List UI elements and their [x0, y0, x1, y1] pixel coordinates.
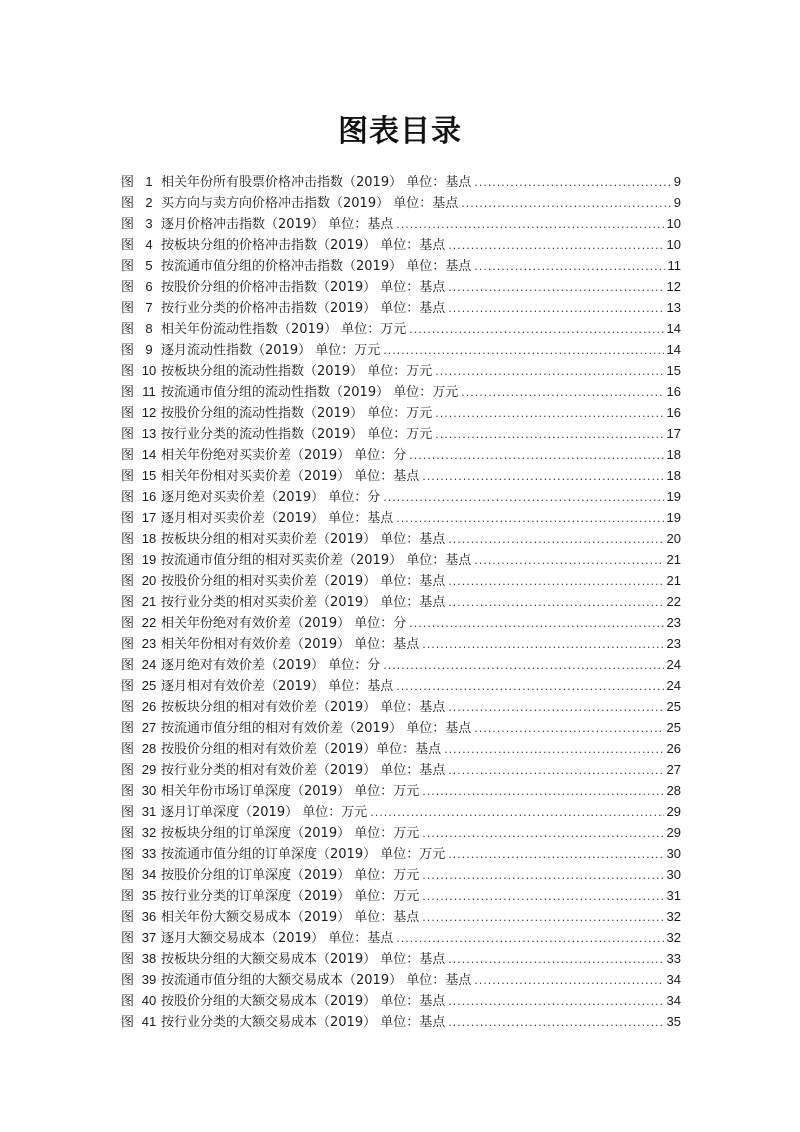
- dot-leader: [448, 298, 663, 319]
- figure-number: 35: [141, 888, 157, 903]
- toc-entry[interactable]: [121, 507, 681, 528]
- figure-label: 图: [121, 658, 135, 673]
- toc-entry[interactable]: [121, 843, 681, 864]
- dot-leader: [383, 487, 663, 508]
- figure-label: 图: [121, 721, 135, 736]
- dot-leader: [448, 592, 663, 613]
- dot-leader: [448, 844, 663, 865]
- figure-label: 图: [121, 784, 135, 799]
- figure-title: 相关年份大额交易成本（2019） 单位：基点: [161, 910, 420, 925]
- figure-number: 22: [141, 615, 157, 630]
- figure-label: 图: [121, 700, 135, 715]
- figure-number: 32: [141, 825, 157, 840]
- page-number: 29: [666, 825, 681, 840]
- figure-number: 1: [145, 174, 153, 189]
- figure-title: 相关年份所有股票价格冲击指数（2019） 单位：基点: [161, 175, 472, 190]
- figure-table-of-contents: [121, 171, 681, 1032]
- dot-leader: [422, 865, 663, 886]
- dot-leader: [474, 172, 671, 193]
- figure-label: 图: [121, 595, 135, 610]
- figure-label: 图: [121, 238, 135, 253]
- toc-entry[interactable]: [121, 801, 681, 822]
- figure-number: 13: [141, 426, 157, 441]
- figure-title: 逐月相对买卖价差（2019） 单位：基点: [161, 511, 394, 526]
- figure-title: 按板块分组的大额交易成本（2019） 单位：基点: [161, 952, 446, 967]
- page-number: 10: [666, 216, 681, 231]
- dot-leader: [461, 193, 671, 214]
- figure-label: 图: [121, 952, 135, 967]
- toc-entry[interactable]: [121, 591, 681, 612]
- page-number: 9: [673, 195, 681, 210]
- figure-number: 31: [141, 804, 157, 819]
- figure-label: 图: [121, 616, 135, 631]
- figure-title: 按流通市值分组的相对买卖价差（2019） 单位：基点: [161, 553, 472, 568]
- figure-title: 按行业分类的订单深度（2019） 单位：万元: [161, 889, 420, 904]
- page-number: 30: [666, 867, 681, 882]
- figure-label: 图: [121, 763, 135, 778]
- figure-label: 图: [121, 301, 135, 316]
- toc-entry[interactable]: [121, 234, 681, 255]
- page-number: 34: [666, 972, 681, 987]
- figure-title: 按股价分组的大额交易成本（2019） 单位：基点: [161, 994, 446, 1009]
- toc-entry[interactable]: [121, 339, 681, 360]
- dot-leader: [474, 256, 664, 277]
- dot-leader: [409, 613, 663, 634]
- page-number: 25: [666, 699, 681, 714]
- dot-leader: [444, 739, 663, 760]
- toc-entry[interactable]: [121, 906, 681, 927]
- figure-title: 按行业分类的相对有效价差（2019） 单位：基点: [161, 763, 446, 778]
- page-number: 18: [666, 468, 681, 483]
- figure-title: 按股价分组的流动性指数（2019） 单位：万元: [161, 406, 433, 421]
- figure-label: 图: [121, 637, 135, 652]
- figure-label: 图: [121, 322, 135, 337]
- toc-entry[interactable]: [121, 444, 681, 465]
- dot-leader: [435, 361, 663, 382]
- dot-leader: [396, 214, 663, 235]
- toc-entry[interactable]: [121, 570, 681, 591]
- figure-label: 图: [121, 427, 135, 442]
- figure-label: 图: [121, 196, 135, 211]
- page-number: 25: [666, 720, 681, 735]
- page-number: 16: [666, 405, 681, 420]
- figure-number: 38: [141, 951, 157, 966]
- figure-title: 逐月绝对买卖价差（2019） 单位：分: [161, 490, 381, 505]
- figure-label: 图: [121, 826, 135, 841]
- toc-entry[interactable]: [121, 255, 681, 276]
- figure-number: 18: [141, 531, 157, 546]
- figure-label: 图: [121, 847, 135, 862]
- dot-leader: [448, 991, 663, 1012]
- figure-number: 27: [141, 720, 157, 735]
- figure-title: 按股价分组的价格冲击指数（2019） 单位：基点: [161, 280, 446, 295]
- figure-label: 图: [121, 364, 135, 379]
- figure-label: 图: [121, 175, 135, 190]
- page-number: 12: [666, 279, 681, 294]
- toc-entry[interactable]: [121, 213, 681, 234]
- figure-title: 相关年份流动性指数（2019） 单位：万元: [161, 322, 407, 337]
- page-number: 14: [666, 321, 681, 336]
- dot-leader: [383, 340, 663, 361]
- figure-title: 按股价分组的相对有效价差（2019）单位：基点: [161, 742, 442, 757]
- dot-leader: [422, 907, 663, 928]
- page-number: 31: [666, 888, 681, 903]
- dot-leader: [396, 508, 663, 529]
- figure-title: 按股价分组的订单深度（2019） 单位：万元: [161, 868, 420, 883]
- figure-number: 5: [145, 258, 153, 273]
- figure-label: 图: [121, 973, 135, 988]
- figure-title: 按流通市值分组的价格冲击指数（2019） 单位：基点: [161, 259, 472, 274]
- page-number: 13: [666, 300, 681, 315]
- page-number: 24: [666, 678, 681, 693]
- figure-number: 19: [141, 552, 157, 567]
- figure-label: 图: [121, 994, 135, 1009]
- toc-entry[interactable]: [121, 486, 681, 507]
- toc-entry[interactable]: [121, 633, 681, 654]
- figure-label: 图: [121, 574, 135, 589]
- figure-label: 图: [121, 511, 135, 526]
- figure-title: 逐月相对有效价差（2019） 单位：基点: [161, 679, 394, 694]
- dot-leader: [409, 319, 663, 340]
- dot-leader: [474, 718, 663, 739]
- figure-title: 按流通市值分组的相对有效价差（2019） 单位：基点: [161, 721, 472, 736]
- figure-label: 图: [121, 385, 135, 400]
- dot-leader: [474, 550, 663, 571]
- figure-title: 按板块分组的订单深度（2019） 单位：万元: [161, 826, 420, 841]
- toc-entry[interactable]: [121, 717, 681, 738]
- page-number: 29: [666, 804, 681, 819]
- figure-number: 24: [141, 657, 157, 672]
- dot-leader: [422, 886, 663, 907]
- figure-title: 按板块分组的相对有效价差（2019） 单位：基点: [161, 700, 446, 715]
- figure-title: 按股价分组的相对买卖价差（2019） 单位：基点: [161, 574, 446, 589]
- figure-number: 12: [141, 405, 157, 420]
- toc-entry[interactable]: [121, 864, 681, 885]
- dot-leader: [448, 949, 663, 970]
- toc-entry[interactable]: [121, 969, 681, 990]
- page-number: 21: [666, 552, 681, 567]
- page-number: 21: [666, 573, 681, 588]
- page-number: 32: [666, 930, 681, 945]
- figure-title: 相关年份绝对买卖价差（2019） 单位：分: [161, 448, 407, 463]
- figure-number: 2: [145, 195, 153, 210]
- toc-entry[interactable]: [121, 822, 681, 843]
- dot-leader: [448, 697, 663, 718]
- dot-leader: [396, 928, 663, 949]
- dot-leader: [422, 466, 663, 487]
- figure-number: 26: [141, 699, 157, 714]
- figure-title: 按行业分类的价格冲击指数（2019） 单位：基点: [161, 301, 446, 316]
- figure-number: 17: [141, 510, 157, 525]
- page-number: 23: [666, 636, 681, 651]
- page-number: 18: [666, 447, 681, 462]
- page-title: 图表目录: [338, 114, 462, 149]
- page-number: 34: [666, 993, 681, 1008]
- toc-entry[interactable]: [121, 696, 681, 717]
- figure-number: 40: [141, 993, 157, 1008]
- toc-entry[interactable]: [121, 885, 681, 906]
- dot-leader: [409, 445, 663, 466]
- toc-entry[interactable]: [121, 297, 681, 318]
- toc-entry[interactable]: [121, 381, 681, 402]
- toc-entry[interactable]: [121, 612, 681, 633]
- page-number: 35: [666, 1014, 681, 1029]
- dot-leader: [422, 781, 663, 802]
- dot-leader: [435, 424, 663, 445]
- dot-leader: [448, 1012, 663, 1033]
- figure-title: 逐月价格冲击指数（2019） 单位：基点: [161, 217, 394, 232]
- figure-number: 7: [145, 300, 153, 315]
- figure-number: 39: [141, 972, 157, 987]
- toc-entry[interactable]: [121, 402, 681, 423]
- page-number: 33: [666, 951, 681, 966]
- figure-title: 按行业分类的相对买卖价差（2019） 单位：基点: [161, 595, 446, 610]
- dot-leader: [474, 970, 663, 991]
- toc-entry[interactable]: [121, 318, 681, 339]
- toc-entry[interactable]: [121, 360, 681, 381]
- page-number: 11: [667, 258, 681, 273]
- dot-leader: [370, 802, 663, 823]
- figure-label: 图: [121, 742, 135, 757]
- page-number: 24: [666, 657, 681, 672]
- figure-label: 图: [121, 553, 135, 568]
- figure-title: 按板块分组的相对买卖价差（2019） 单位：基点: [161, 532, 446, 547]
- toc-entry[interactable]: [121, 654, 681, 675]
- figure-label: 图: [121, 280, 135, 295]
- page-number: 30: [666, 846, 681, 861]
- figure-label: 图: [121, 868, 135, 883]
- figure-number: 6: [145, 279, 153, 294]
- figure-number: 41: [141, 1014, 157, 1029]
- page-number: 14: [666, 342, 681, 357]
- figure-label: 图: [121, 805, 135, 820]
- figure-title: 按板块分组的价格冲击指数（2019） 单位：基点: [161, 238, 446, 253]
- figure-title: 相关年份绝对有效价差（2019） 单位：分: [161, 616, 407, 631]
- figure-label: 图: [121, 490, 135, 505]
- page-number: 32: [666, 909, 681, 924]
- dot-leader: [448, 277, 663, 298]
- figure-title: 相关年份相对有效价差（2019） 单位：基点: [161, 637, 420, 652]
- toc-entry[interactable]: [121, 423, 681, 444]
- toc-entry[interactable]: [121, 780, 681, 801]
- dot-leader: [448, 529, 663, 550]
- figure-title: 逐月大额交易成本（2019） 单位：基点: [161, 931, 394, 946]
- figure-number: 9: [145, 342, 153, 357]
- dot-leader: [461, 382, 663, 403]
- figure-label: 图: [121, 469, 135, 484]
- toc-entry[interactable]: [121, 927, 681, 948]
- dot-leader: [383, 655, 663, 676]
- figure-number: 36: [141, 909, 157, 924]
- dot-leader: [396, 676, 663, 697]
- figure-number: 23: [141, 636, 157, 651]
- toc-entry[interactable]: [121, 738, 681, 759]
- figure-title: 按流通市值分组的订单深度（2019） 单位：万元: [161, 847, 446, 862]
- figure-number: 33: [141, 846, 157, 861]
- dot-leader: [448, 571, 663, 592]
- dot-leader: [422, 823, 663, 844]
- figure-label: 图: [121, 259, 135, 274]
- figure-number: 37: [141, 930, 157, 945]
- page-number: 20: [666, 531, 681, 546]
- figure-number: 21: [141, 594, 157, 609]
- figure-title: 按流通市值分组的大额交易成本（2019） 单位：基点: [161, 973, 472, 988]
- figure-title: 逐月流动性指数（2019） 单位：万元: [161, 343, 381, 358]
- figure-number: 8: [145, 321, 153, 336]
- page-number: 23: [666, 615, 681, 630]
- toc-entry[interactable]: [121, 948, 681, 969]
- dot-leader: [448, 760, 663, 781]
- page-number: 19: [666, 510, 681, 525]
- page-number: 19: [666, 489, 681, 504]
- page-number: 9: [673, 174, 681, 189]
- figure-title: 按行业分类的流动性指数（2019） 单位：万元: [161, 427, 433, 442]
- toc-entry[interactable]: [121, 465, 681, 486]
- figure-title: 逐月订单深度（2019） 单位：万元: [161, 805, 368, 820]
- figure-title: 按板块分组的流动性指数（2019） 单位：万元: [161, 364, 433, 379]
- figure-label: 图: [121, 532, 135, 547]
- toc-entry[interactable]: [121, 192, 681, 213]
- dot-leader: [422, 634, 663, 655]
- page-number: 15: [666, 363, 681, 378]
- figure-title: 逐月绝对有效价差（2019） 单位：分: [161, 658, 381, 673]
- figure-number: 34: [141, 867, 157, 882]
- page-number: 26: [666, 741, 681, 756]
- dot-leader: [448, 235, 663, 256]
- figure-number: 15: [141, 468, 157, 483]
- figure-label: 图: [121, 448, 135, 463]
- toc-entry[interactable]: [121, 276, 681, 297]
- toc-entry[interactable]: [121, 759, 681, 780]
- figure-number: 20: [141, 573, 157, 588]
- figure-number: 25: [141, 678, 157, 693]
- figure-label: 图: [121, 406, 135, 421]
- toc-entry[interactable]: [121, 171, 681, 192]
- figure-number: 16: [141, 489, 157, 504]
- figure-title: 按行业分类的大额交易成本（2019） 单位：基点: [161, 1015, 446, 1030]
- toc-entry[interactable]: [121, 675, 681, 696]
- figure-label: 图: [121, 217, 135, 232]
- page-number: 10: [666, 237, 681, 252]
- figure-label: 图: [121, 910, 135, 925]
- toc-entry[interactable]: [121, 549, 681, 570]
- page-number: 22: [666, 594, 681, 609]
- figure-title: 相关年份市场订单深度（2019） 单位：万元: [161, 784, 420, 799]
- dot-leader: [435, 403, 663, 424]
- figure-number: 30: [141, 783, 157, 798]
- toc-entry[interactable]: [121, 990, 681, 1011]
- figure-number: 3: [145, 216, 153, 231]
- toc-entry[interactable]: [121, 528, 681, 549]
- figure-number: 14: [141, 447, 157, 462]
- figure-label: 图: [121, 679, 135, 694]
- figure-number: 28: [141, 741, 157, 756]
- page-number: 28: [666, 783, 681, 798]
- figure-title: 按流通市值分组的流动性指数（2019） 单位：万元: [161, 385, 459, 400]
- figure-label: 图: [121, 931, 135, 946]
- figure-label: 图: [121, 1015, 135, 1030]
- figure-title: 相关年份相对买卖价差（2019） 单位：基点: [161, 469, 420, 484]
- page-number: 16: [666, 384, 681, 399]
- toc-entry[interactable]: [121, 1011, 681, 1032]
- figure-number: 4: [145, 237, 153, 252]
- page-number: 27: [666, 762, 681, 777]
- figure-number: 11: [142, 384, 156, 399]
- figure-number: 10: [141, 363, 157, 378]
- figure-label: 图: [121, 343, 135, 358]
- figure-number: 29: [141, 762, 157, 777]
- page-number: 17: [666, 426, 681, 441]
- figure-label: 图: [121, 889, 135, 904]
- figure-title: 买方向与卖方向价格冲击指数（2019） 单位：基点: [161, 196, 459, 211]
